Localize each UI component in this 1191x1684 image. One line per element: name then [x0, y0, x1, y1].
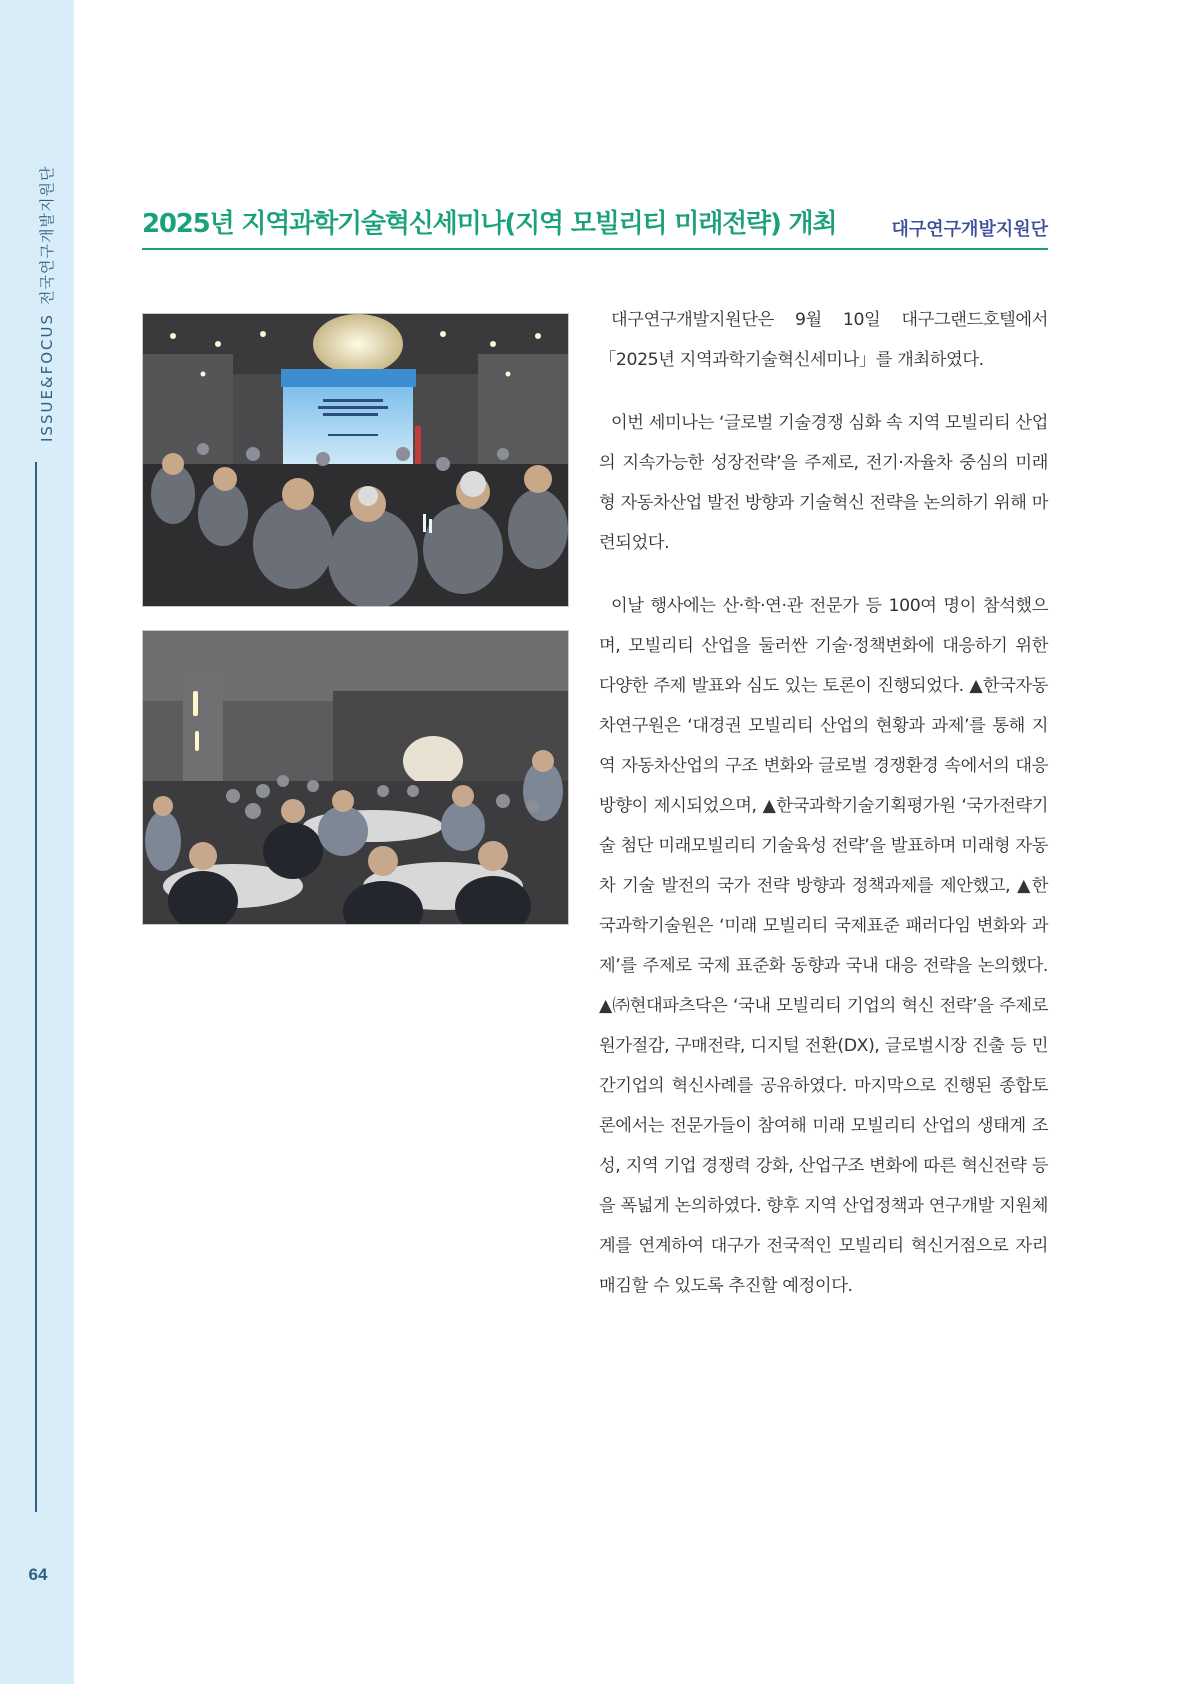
- article-title: 2025년 지역과학기술혁신세미나(지역 모빌리티 미래전략) 개최: [142, 209, 837, 239]
- article-body: [599, 300, 1048, 1329]
- sidebar-section-ko: 전국연구개발지원단: [38, 165, 56, 305]
- sidebar-section-en: ISSUE&FOCUS: [38, 312, 56, 442]
- page-number: 64: [28, 1565, 48, 1584]
- article-paragraph: 대구연구개발지원단은 9월 10일 대구그랜드호텔에서 「2025년 지역과학기술혁신세미나」를 개최하였다.: [599, 310, 1048, 370]
- sidebar-section-label: [36, 166, 57, 442]
- title-divider: [142, 248, 1048, 250]
- seminar-photo-2: [142, 630, 569, 925]
- sidebar-divider: [35, 462, 37, 1512]
- article-paragraph: 이날 행사에는 산·학·연·관 전문가 등 100여 명이 참석했으며, 모빌리티 산업을 둘러싼 기술·정책변화에 대응하기 위한 다양한 주제 발표와 심도 있는 토론이 진행되었다. ▲한국자동차연구원은 ‘대경권 모빌리티 산업의 현황과 과제’를 통해 지역 자동차산업의 구조 변화와 글로벌 경쟁환경 속에서의 대응 방향이 제시되었으며, ▲한국과학기술기획평가원 ‘국가전략기술 첨단 미래모빌리티 기술육성 전략’을 발표하며 미래형 자동차 기술 발전의 국가 전략 방향과 정책과제를 제안했고, ▲한국과학기술원은 ‘미래 모빌리티 국제표준 패러다임 변화와 과제’를 주제로 국제 표준화 동향과 국내 대응 전략을 논의했다. ▲㈜현대파츠닥은 ‘국내 모빌리티 기업의 혁신 전략’을 주제로 원가절감, 구매전략, 디지털 전환(DX), 글로벌시장 진출 등 민간기업의 혁신사례를 공유하였다. 마지막으로 진행된 종합토론에서는 전문가들이 참여해 미래 모빌리티 산업의 생태계 조성, 지역 기업 경쟁력 강화, 산업구조 변화에 따른 혁신전략 등을 폭넓게 논의하였다. 향후 지역 산업정책과 연구개발 지원체계를 연계하여 대구가 전국적인 모빌리티 혁신거점으로 자리매김할 수 있도록 추진할 예정이다.: [599, 596, 1048, 1296]
- article-paragraph: 이번 세미나는 ‘글로벌 기술경쟁 심화 속 지역 모빌리티 산업의 지속가능한 성장전략’을 주제로, 전기·자율차 중심의 미래형 자동차산업 발전 방향과 기술혁신 전략을 논의하기 위해 마련되었다.: [599, 413, 1048, 553]
- seminar-photo-1: [142, 313, 569, 607]
- article-organization: 대구연구개발지원단: [891, 219, 1048, 240]
